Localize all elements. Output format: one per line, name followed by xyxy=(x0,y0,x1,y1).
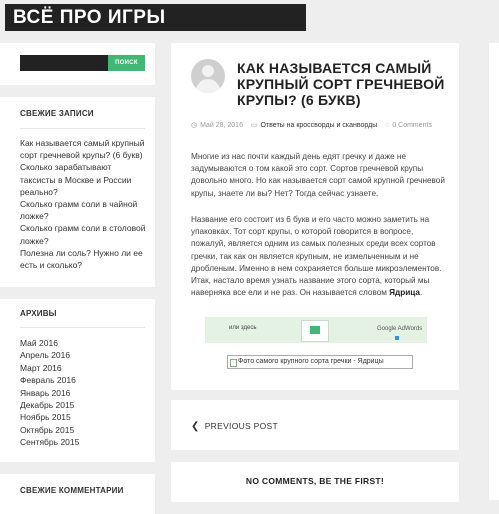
archive-link[interactable]: Май 2016 xyxy=(20,338,58,348)
post-title: КАК НАЗЫВАЕТСЯ САМЫЙ КРУПНЫЙ СОРТ ГРЕЧНЕВОЙ КРУПЫ? (6 БУКВ) xyxy=(237,60,445,108)
recent-posts-widget xyxy=(0,97,155,287)
archives-list xyxy=(20,337,79,449)
archive-link[interactable]: Апрель 2016 xyxy=(20,350,71,361)
comments-section xyxy=(171,462,459,502)
post-paragraph: Многие из нас почти каждый день едят гречку и даже не задумываются о том какой это сорт. Сортов гречневой крупы довольно много. Но как называется сорт самой крупной гречневой крупы, знаете ли вы? Нет? Тогда сейчас узнаете. xyxy=(191,152,445,198)
post-comments-link[interactable]: 0 Comments xyxy=(392,121,432,129)
search-widget xyxy=(0,43,155,85)
search-input[interactable] xyxy=(20,55,108,71)
site-title[interactable]: ВСЁ ПРО ИГРЫ xyxy=(5,4,306,31)
broken-image-icon xyxy=(230,359,237,367)
image-alt-text: Фото самого крупного сорта гречки - Ядрицы xyxy=(238,358,384,365)
widget-title: СВЕЖИЕ ЗАПИСИ xyxy=(20,109,94,118)
widget-title: СВЕЖИЕ КОММЕНТАРИИ xyxy=(20,486,124,495)
folder-icon: ▭ xyxy=(250,122,258,129)
recent-post-link[interactable]: Сколько зарабатывают таксисты в Москве и России реально? xyxy=(20,162,132,197)
post-article xyxy=(171,43,459,390)
recent-posts-list xyxy=(20,137,148,271)
avatar xyxy=(191,59,225,93)
archive-link[interactable]: Февраль 2016 xyxy=(20,375,76,386)
divider xyxy=(20,327,145,328)
broken-image xyxy=(227,355,413,369)
ad-brand: Google AdWords xyxy=(377,326,423,332)
avatar-body xyxy=(196,79,220,93)
recent-post-link[interactable]: Полезна ли соль? Нужно ли ее есть и сколько? xyxy=(20,247,143,271)
recent-post-link[interactable]: Сколько грамм соли в столовой ложке? xyxy=(20,223,146,246)
recent-post-link[interactable]: Как называется самый крупный сорт гречневой крупы? (6 букв) xyxy=(20,138,145,161)
divider xyxy=(20,128,145,129)
post-paragraph xyxy=(191,214,447,299)
post-navigation xyxy=(171,400,459,450)
avatar-head xyxy=(202,65,214,77)
right-edge-panel xyxy=(489,43,499,500)
ad-banner[interactable] xyxy=(205,317,427,343)
previous-post-label: PREVIOUS POST xyxy=(204,421,279,431)
ad-phone-image xyxy=(301,320,329,342)
archive-link[interactable]: Ноябрь 2015 xyxy=(20,412,71,423)
calendar-icon: ◷ xyxy=(191,122,198,129)
archive-link[interactable]: Март 2016 xyxy=(20,362,62,373)
widget-title: АРХИВЫ xyxy=(20,309,57,318)
no-comments-heading: NO COMMENTS, BE THE FIRST! xyxy=(245,476,385,486)
recent-comments-widget xyxy=(0,474,155,514)
answer-word: Ядрица xyxy=(389,288,420,298)
post-date: Май 28, 2016 xyxy=(200,121,243,129)
archive-link[interactable]: Сентябрь 2015 xyxy=(20,437,80,448)
archive-link[interactable]: Декабрь 2015 xyxy=(20,400,75,411)
post-paragraph-end: . xyxy=(419,288,423,298)
archives-widget xyxy=(0,299,155,462)
ad-info-icon[interactable] xyxy=(395,336,399,340)
search-button[interactable]: ПОИСК xyxy=(108,55,145,71)
chevron-left-icon: ❮ xyxy=(191,421,200,432)
post-category-link[interactable]: Ответы на кроссворды и сканворды xyxy=(260,121,378,129)
previous-post-link[interactable] xyxy=(191,421,278,432)
archive-link[interactable]: Октябрь 2015 xyxy=(20,424,75,435)
post-meta xyxy=(191,121,432,129)
ad-text: или здесь xyxy=(229,325,257,331)
comment-icon: ◌ xyxy=(385,121,390,129)
post-paragraph-text: Название его состоит из 6 букв и его часто можно заметить на упаковках. Тот сорт крупы, о которой говорится в вопросе, пожалуй, является одним из самых полезных среди всех сортов гречки, так как он является крупным, не измельченным и не дробленым. Именно в нем сохраняется больше микроэлементов. Итак, настало время узнать название этого сорта, который мы наверняка все ели и не раз. Он называется словом xyxy=(191,215,442,298)
recent-post-link[interactable]: Сколько грамм соли в чайной ложке? xyxy=(20,199,138,222)
archive-link[interactable]: Январь 2016 xyxy=(20,387,71,398)
